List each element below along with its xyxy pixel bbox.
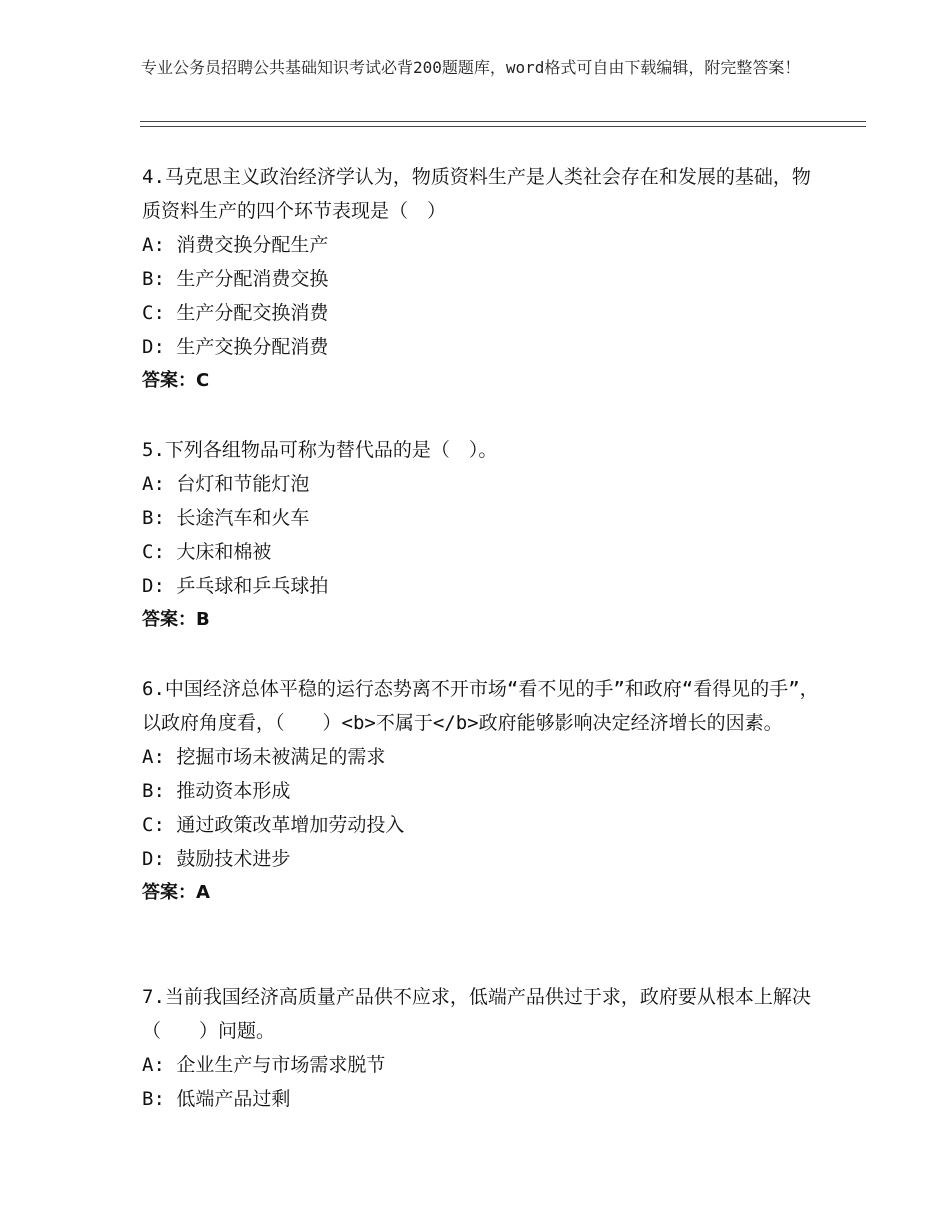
- answer: 答案：C: [142, 370, 210, 391]
- question-text: 4.马克思主义政治经济学认为，物质资料生产是人类社会存在和发展的基础，物质资料生产的四个环节表现是（ ）: [142, 166, 811, 222]
- question-4: [142, 160, 822, 398]
- document-header: 专业公务员招聘公共基础知识考试必背200题题库，word格式可自由下载编辑，附完整答案！: [141, 58, 801, 77]
- option-a: A: 消费交换分配生产: [142, 234, 329, 256]
- option-b: B: 长途汽车和火车: [142, 507, 310, 529]
- option-a: A: 台灯和节能灯泡: [142, 473, 310, 495]
- option-c: C: 通过政策改革增加劳动投入: [142, 814, 405, 836]
- answer: 答案：A: [142, 882, 210, 903]
- question-5: [142, 433, 822, 637]
- option-b: B: 推动资本形成: [142, 780, 291, 802]
- option-d: D: 生产交换分配消费: [142, 336, 329, 358]
- question-text: 6.中国经济总体平稳的运行态势离不开市场“看不见的手”和政府“看得见的手”，以政府角度看，（ ）<b>不属于</b>政府能够影响决定经济增长的因素。: [142, 678, 819, 734]
- question-text: 7.当前我国经济高质量产品供不应求，低端产品供过于求，政府要从根本上解决（ ）问题。: [142, 986, 811, 1042]
- option-d: D: 乒乓球和乒乓球拍: [142, 575, 329, 597]
- option-d: D: 鼓励技术进步: [142, 848, 291, 870]
- option-a: A: 企业生产与市场需求脱节: [142, 1054, 386, 1076]
- question-text: 5.下列各组物品可称为替代品的是（ ）。: [142, 439, 498, 461]
- question-6: [142, 672, 822, 910]
- option-b: B: 生产分配消费交换: [142, 268, 329, 290]
- option-a: A: 挖掘市场未被满足的需求: [142, 746, 386, 768]
- question-7: [142, 980, 822, 1116]
- option-c: C: 生产分配交换消费: [142, 302, 329, 324]
- option-b: B: 低端产品过剩: [142, 1088, 291, 1110]
- option-c: C: 大床和棉被: [142, 541, 272, 563]
- header-divider: [140, 121, 866, 127]
- answer: 答案：B: [142, 609, 210, 630]
